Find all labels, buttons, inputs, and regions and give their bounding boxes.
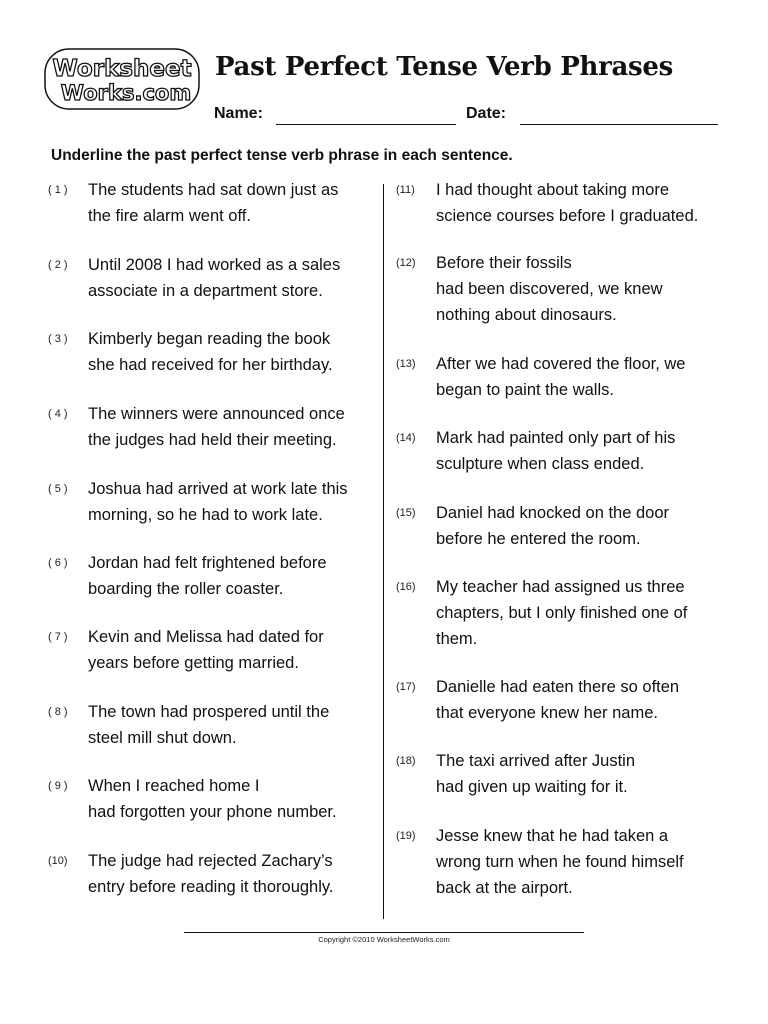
question-item-9 xyxy=(48,773,337,825)
question-number: (12) xyxy=(396,257,416,269)
question-item-10 xyxy=(48,848,334,900)
question-number: (11) xyxy=(396,184,415,196)
question-number: ( 1 ) xyxy=(48,184,68,196)
logo-text-line2: Works.com xyxy=(60,81,192,105)
instructions: Underline the past perfect tense verb phrase in each sentence. xyxy=(51,147,513,164)
question-item-18 xyxy=(396,748,635,800)
question-sentence: Jesse knew that he had taken a wrong turn when he found himself back at the airport. xyxy=(436,827,684,897)
question-item-16 xyxy=(396,574,687,652)
question-sentence: Mark had painted only part of his sculpture when class ended. xyxy=(436,429,676,473)
question-number: (18) xyxy=(396,755,416,767)
question-number: (17) xyxy=(396,681,416,693)
question-number: ( 8 ) xyxy=(48,706,68,718)
date-label: Date: xyxy=(466,105,507,122)
question-item-11 xyxy=(396,177,698,229)
question-sentence: Jordan had felt frightened before boarding the roller coaster. xyxy=(88,554,327,598)
question-number: ( 6 ) xyxy=(48,557,68,569)
question-item-4 xyxy=(48,401,345,453)
question-item-3 xyxy=(48,326,333,378)
question-item-19 xyxy=(396,823,684,901)
question-item-2 xyxy=(48,252,340,304)
question-item-12 xyxy=(396,250,663,328)
question-sentence: The town had prospered until the steel mill shut down. xyxy=(88,703,330,747)
question-sentence: When I reached home I had forgotten your phone number. xyxy=(88,777,337,821)
question-number: (10) xyxy=(48,855,68,867)
question-number: (16) xyxy=(396,581,416,593)
question-number: ( 2 ) xyxy=(48,259,68,271)
question-number: (19) xyxy=(396,830,416,842)
question-item-1 xyxy=(48,177,338,229)
question-sentence: Until 2008 I had worked as a sales associate in a department store. xyxy=(88,256,341,300)
question-sentence: Danielle had eaten there so often that everyone knew her name. xyxy=(436,678,680,722)
question-sentence: Before their fossils had been discovered, we knew nothing about dinosaurs. xyxy=(436,254,663,324)
question-item-7 xyxy=(48,624,324,676)
date-field[interactable] xyxy=(520,124,718,125)
question-number: ( 4 ) xyxy=(48,408,68,420)
worksheetworks-logo xyxy=(44,48,200,110)
question-item-8 xyxy=(48,699,329,751)
question-item-6 xyxy=(48,550,327,602)
question-sentence: Kevin and Melissa had dated for years before getting married. xyxy=(88,628,324,672)
question-number: ( 7 ) xyxy=(48,631,68,643)
page-title: Past Perfect Tense Verb Phrases xyxy=(215,52,673,82)
question-sentence: My teacher had assigned us three chapters, but I only finished one of them. xyxy=(436,578,688,648)
copyright-text: Copyright ©2010 WorksheetWorks.com xyxy=(318,935,450,944)
question-item-15 xyxy=(396,500,669,552)
question-sentence: The students had sat down just as the fire alarm went off. xyxy=(88,181,339,225)
question-number: ( 5 ) xyxy=(48,483,68,495)
question-number: (14) xyxy=(396,432,416,444)
question-sentence: The judge had rejected Zachary’s entry before reading it thoroughly. xyxy=(88,852,334,896)
question-item-13 xyxy=(396,351,685,403)
question-sentence: The winners were announced once the judges had held their meeting. xyxy=(88,405,345,449)
question-item-5 xyxy=(48,476,348,528)
footer-divider xyxy=(184,932,584,933)
name-label: Name: xyxy=(214,105,263,122)
question-sentence: Joshua had arrived at work late this morning, so he had to work late. xyxy=(88,480,348,524)
name-field[interactable] xyxy=(276,124,456,125)
question-sentence: Daniel had knocked on the door before he entered the room. xyxy=(436,504,669,548)
question-item-17 xyxy=(396,674,679,726)
question-sentence: After we had covered the floor, we began to paint the walls. xyxy=(436,355,686,399)
question-number: (13) xyxy=(396,358,416,370)
column-divider xyxy=(383,184,384,919)
question-sentence: Kimberly began reading the book she had received for her birthday. xyxy=(88,330,333,374)
question-number: ( 3 ) xyxy=(48,333,68,345)
logo-text-line1: Worksheet xyxy=(52,56,192,82)
question-number: ( 9 ) xyxy=(48,780,68,792)
question-sentence: The taxi arrived after Justin had given up waiting for it. xyxy=(436,752,635,796)
question-item-14 xyxy=(396,425,675,477)
question-sentence: I had thought about taking more science courses before I graduated. xyxy=(436,181,699,225)
question-number: (15) xyxy=(396,507,416,519)
